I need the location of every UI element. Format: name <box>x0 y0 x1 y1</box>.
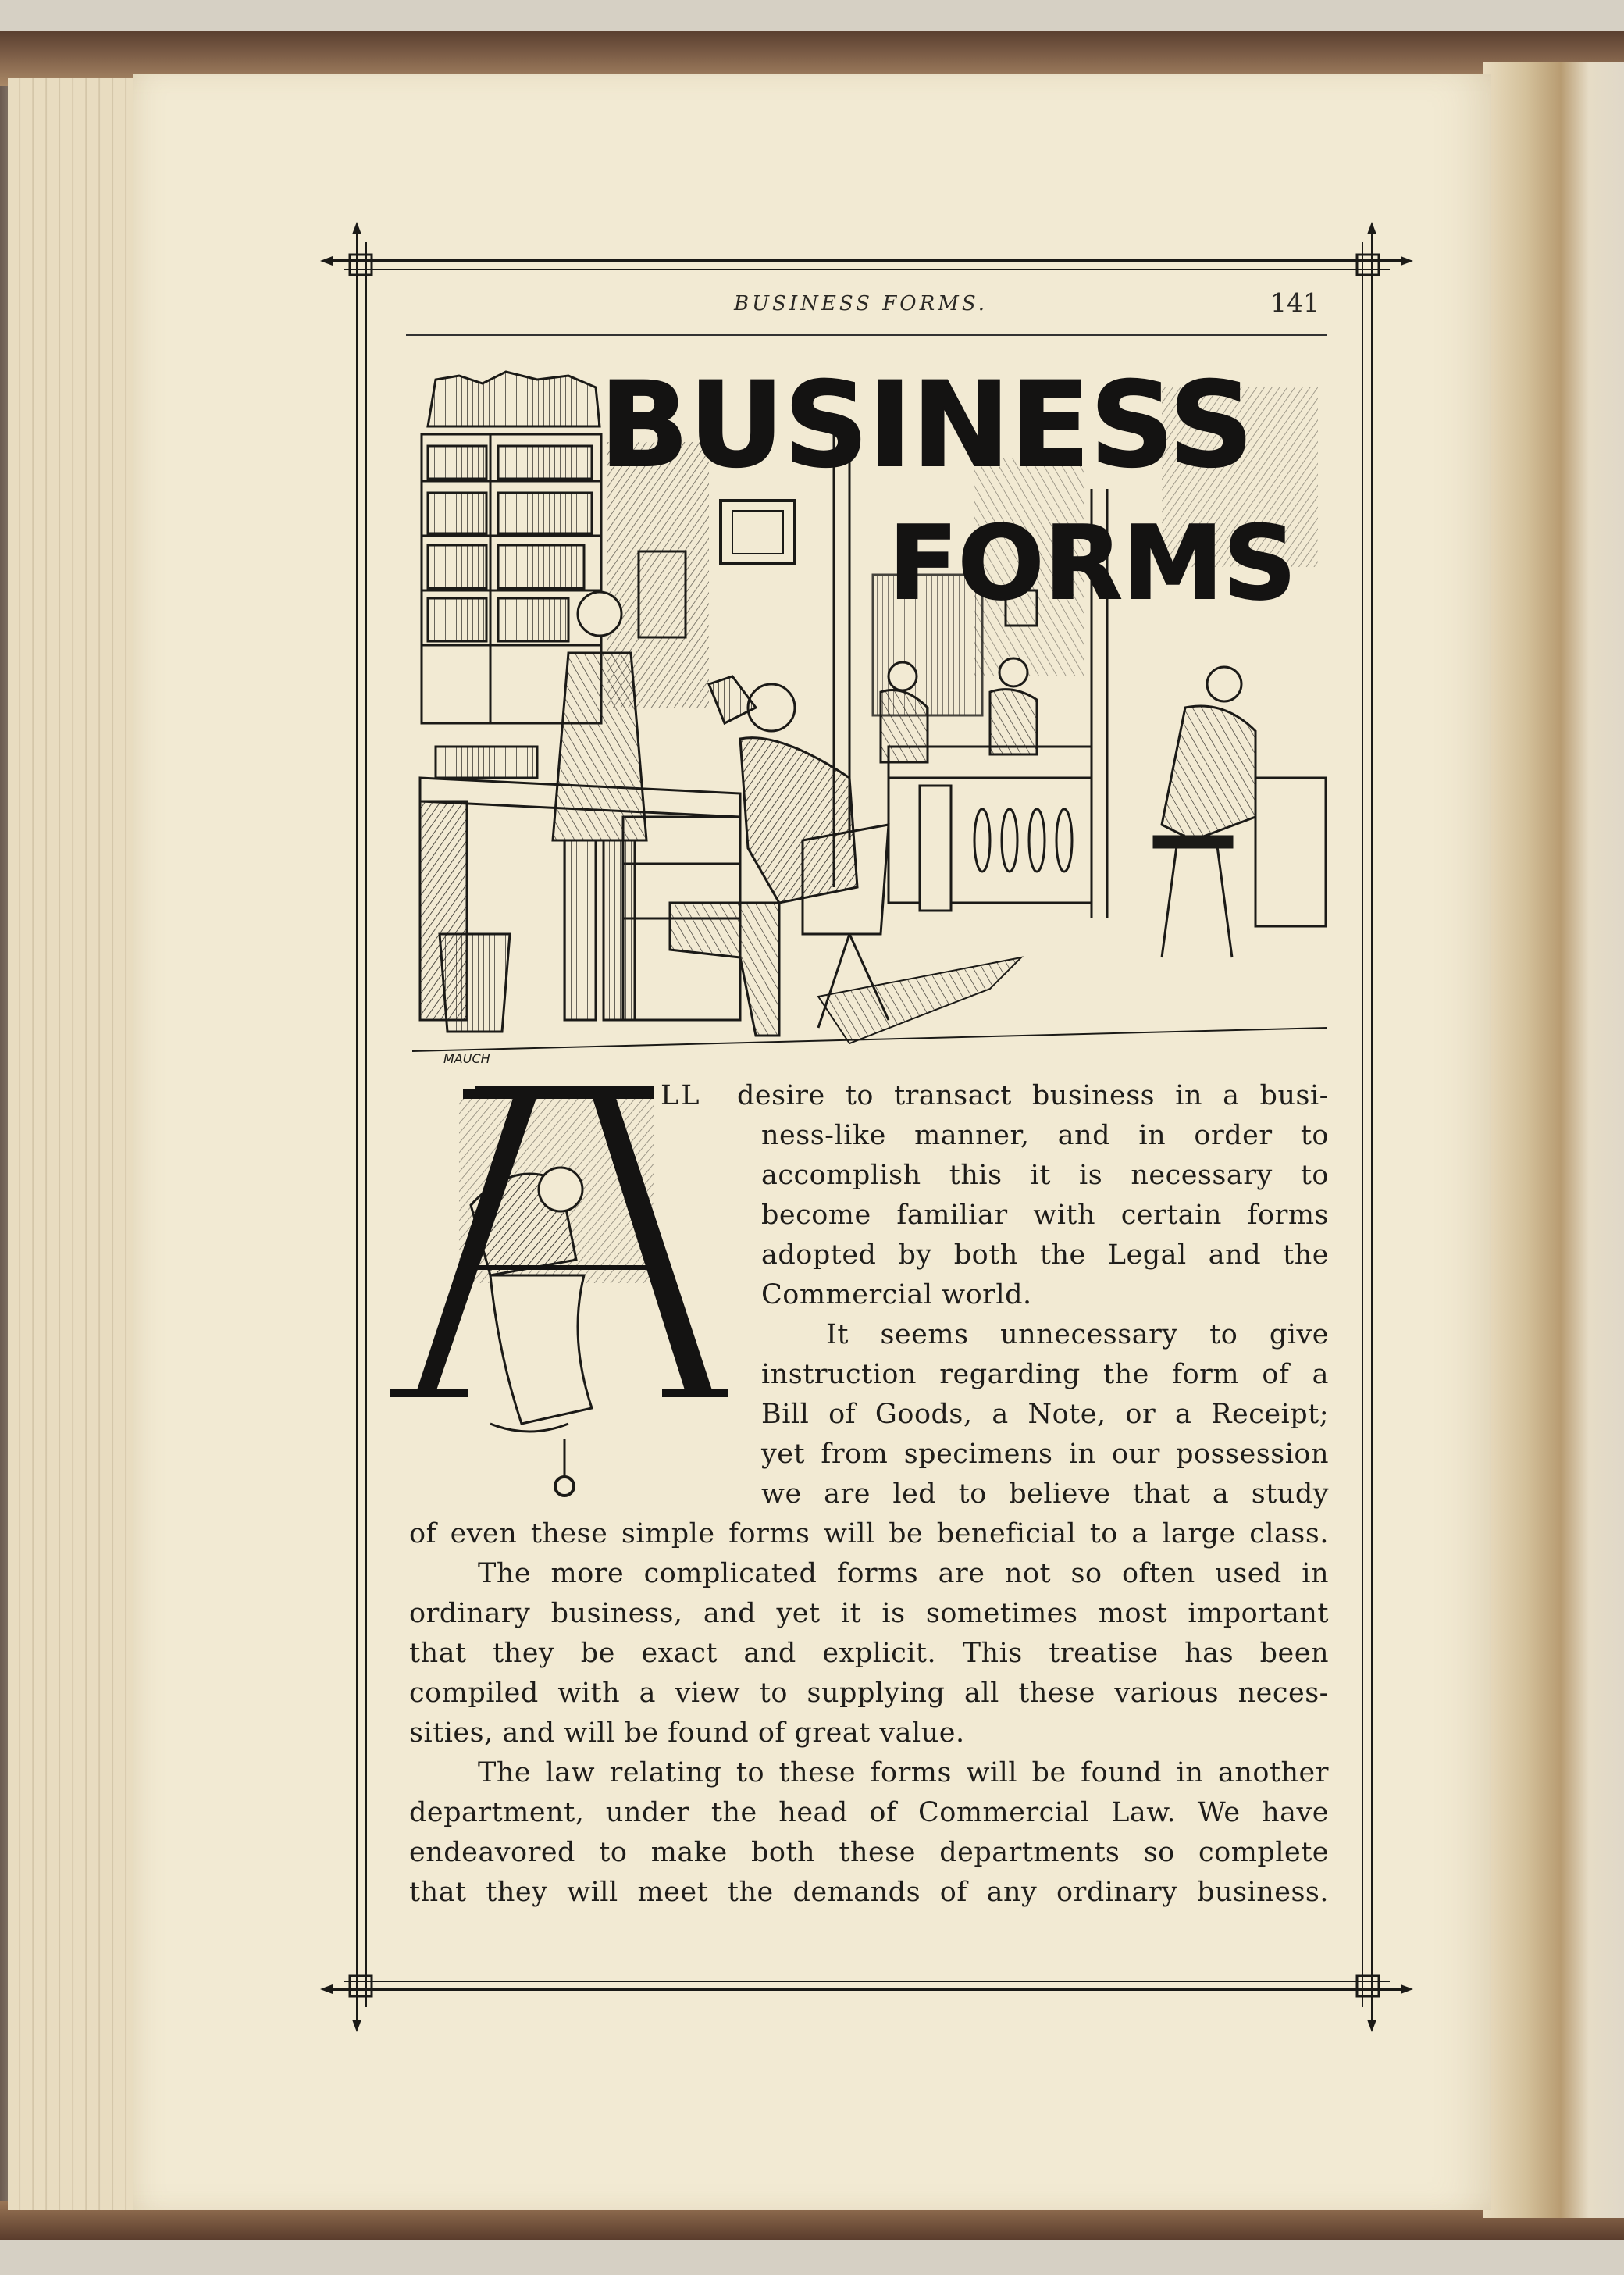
body-line: sities, and will be found of great value. <box>409 1717 965 1749</box>
body-line: department, under the head of Commercial Law. We have <box>409 1797 1329 1828</box>
intro-line: we are led to believe that a study <box>761 1478 1329 1510</box>
body-line: ordinary business, and yet it is sometimes most important <box>409 1598 1329 1629</box>
intro-line: ness-like manner, and in order to <box>761 1120 1329 1151</box>
illustration-signature: MAUCH <box>443 1051 490 1066</box>
intro-line: Bill of Goods, a Note, or a Receipt; <box>761 1399 1329 1430</box>
intro-line: accomplish this it is necessary to <box>761 1160 1329 1191</box>
body-line: that they will meet the demands of any ordinary business. <box>409 1877 1329 1908</box>
intro-line: adopted by both the Legal and the <box>761 1239 1329 1271</box>
illustration-title-business: BUSINESS <box>600 358 1254 494</box>
body-line: The more complicated forms are not so often used in <box>478 1558 1329 1589</box>
body-line: that they be exact and explicit. This treatise has been <box>409 1638 1329 1669</box>
intro-line: become familiar with certain forms <box>761 1200 1329 1231</box>
body-line: The law relating to these forms will be found in another <box>478 1757 1329 1788</box>
body-line: compiled with a view to supplying all these various neces- <box>409 1678 1329 1709</box>
illustration-title-forms: FORMS <box>889 504 1297 622</box>
running-head: BUSINESS FORMS. <box>734 292 988 316</box>
intro-line: It seems unnecessary to give <box>826 1319 1329 1350</box>
body-line: of even these simple forms will be beneficial to a large class. <box>409 1518 1329 1549</box>
intro-line: desire to transact business in a busi- <box>737 1080 1329 1111</box>
drop-cap-lead-letters: LL <box>661 1080 702 1111</box>
body-line: endeavored to make both these departments so complete <box>409 1837 1329 1868</box>
intro-line: instruction regarding the form of a <box>761 1359 1329 1390</box>
intro-line: yet from specimens in our possession <box>761 1439 1329 1470</box>
intro-line: Commercial world. <box>761 1279 1032 1310</box>
page-number: 141 <box>1270 287 1320 318</box>
